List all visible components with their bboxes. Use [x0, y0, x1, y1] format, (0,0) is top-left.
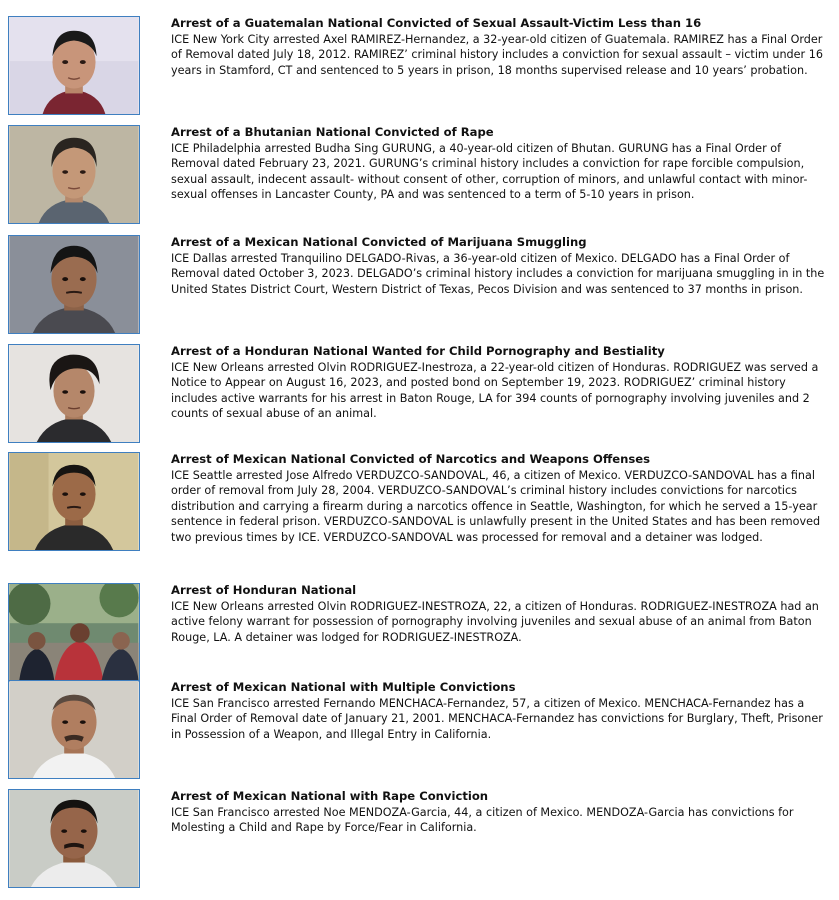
entry-title: Arrest of Mexican National with Multiple Convictions [171, 680, 516, 694]
entry-body: ICE Dallas arrested Tranquilino DELGADO-Rivas, a 36-year-old citizen of Mexico. DELGADO has a Final Order of Removal dated October 3, 2023. DELGADO’s criminal history includes a conviction for marijuana smuggling in in the United States District Court, Western District of Texas, Pecos Division and was sentenced to 37 months in prison. [171, 251, 825, 296]
person-portrait-icon [9, 17, 139, 114]
person-portrait-icon [9, 345, 139, 442]
person-portrait-icon [9, 681, 139, 778]
person-portrait-icon [9, 790, 139, 887]
entry-title: Arrest of Mexican National with Rape Conviction [171, 789, 489, 803]
mugshot-photo [8, 235, 140, 334]
person-portrait-icon [9, 126, 139, 223]
entry-title: Arrest of a Mexican National Convicted of Marijuana Smuggling [171, 235, 587, 249]
mugshot-photo [8, 789, 140, 888]
entry-body: ICE Seattle arrested Jose Alfredo VERDUZCO-SANDOVAL, 46, a citizen of Mexico. VERDUZCO-SANDOVAL has a final order of removal from July 28, 2004. VERDUZCO-SANDOVAL’s criminal history includes convictions for narcotics distribution and carrying a firearm during a narcotics offence in Seattle, Washington, for which he served a 15-year sentence in federal prison. VERDUZCO-SANDOVAL is unlawfully present in the United States and has been removed two previous times by ICE. VERDUZCO-SANDOVAL was processed for removal and a detainer was lodged. [171, 468, 821, 544]
arrest-scene-photo [8, 583, 140, 682]
entry-body: ICE Philadelphia arrested Budha Sing GURUNG, a 40-year-old citizen of Bhutan. GURUNG has a Final Order of Removal dated February 23, 2021. GURUNG’s criminal history includes a conviction for rape forcible compulsion, sexual assault, indecent assault- without consent of other, corruption of minors, and unlawful contact with minor- sexual offenses in Lancaster County, PA and was sentenced to a term of 5-10 years in prison. [171, 141, 808, 201]
person-portrait-icon [9, 236, 139, 333]
entry-body: ICE New Orleans arrested Olvin RODRIGUEZ-INESTROZA, 22, a citizen of Honduras. RODRIGUEZ-INESTROZA had an active felony warrant for possession of pornography involving juveniles and sexual abuse of an animal from Baton Rouge, LA. A detainer was lodged for RODRIGUEZ-INESTROZA. [171, 599, 819, 644]
entry-title: Arrest of a Bhutanian National Convicted of Rape [171, 125, 494, 139]
entry-body: ICE San Francisco arrested Fernando MENCHACA-Fernandez, 57, a citizen of Mexico. MENCHACA-Fernandez has a Final Order of Removal date of January 21, 2001. MENCHACA-Fernandez has convictions for Burglary, Theft, Prisoner in Possession of a Weapon, and Illegal Entry in California. [171, 696, 823, 741]
entry-title: Arrest of Mexican National Convicted of Narcotics and Weapons Offenses [171, 452, 651, 466]
mugshot-photo [8, 680, 140, 779]
arrest-scene-icon [9, 584, 139, 681]
mugshot-photo [8, 16, 140, 115]
mugshot-photo [8, 344, 140, 443]
entry-title: Arrest of Honduran National [171, 583, 357, 597]
mugshot-photo [8, 452, 140, 551]
entry-body: ICE San Francisco arrested Noe MENDOZA-Garcia, 44, a citizen of Mexico. MENDOZA-Garcia has convictions for Molesting a Child and Rape by Force/Fear in California. [171, 805, 794, 834]
person-portrait-icon [9, 453, 139, 550]
entry-body: ICE New York City arrested Axel RAMIREZ-Hernandez, a 32-year-old citizen of Guatemala. RAMIREZ has a Final Order of Removal dated July 18, 2012. RAMIREZ’ criminal history includes a conviction for sexual assault – victim under 16 years in Stamford, CT and sentenced to 5 years in prison, 18 months supervised release and 10 years’ probation. [171, 32, 823, 77]
entry-title: Arrest of a Honduran National Wanted for Child Pornography and Bestiality [171, 344, 665, 358]
entry-body: ICE New Orleans arrested Olvin RODRIGUEZ-Inestroza, a 22-year-old citizen of Honduras. RODRIGUEZ was served a Notice to Appear on August 16, 2023, and posted bond on September 19, 2023. RODRIGUEZ’ criminal history includes active warrants for his arrest in Baton Rouge, LA for 394 counts of pornography involving juveniles and 2 counts of sexual abuse of an animal. [171, 360, 819, 420]
entry-title: Arrest of a Guatemalan National Convicted of Sexual Assault-Victim Less than 16 [171, 16, 702, 30]
mugshot-photo [8, 125, 140, 224]
